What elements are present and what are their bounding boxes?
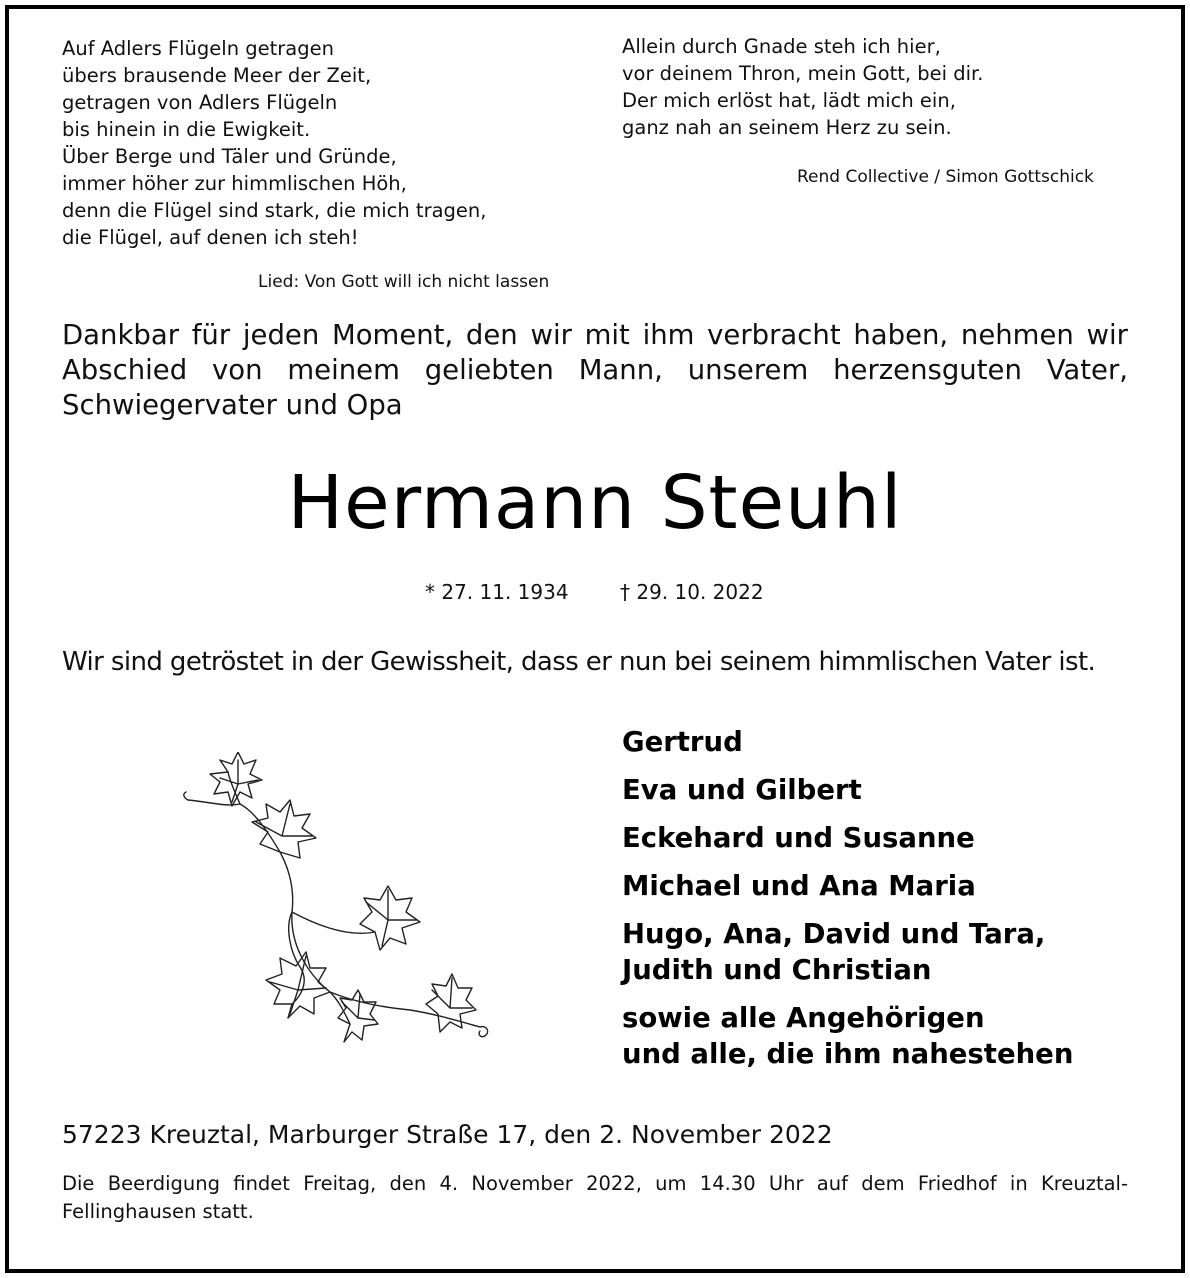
- poem-left: [62, 35, 486, 251]
- family-line: Gertrud: [622, 726, 743, 758]
- family-line: Eckehard und Susanne: [622, 822, 975, 854]
- birth-date: * 27. 11. 1934: [425, 580, 569, 604]
- family-line: Hugo, Ana, David und Tara,: [622, 918, 1046, 950]
- poem-line: ganz nah an seinem Herz zu sein.: [622, 116, 952, 139]
- poem-line: immer höher zur himmlischen Höh,: [62, 172, 407, 195]
- funeral-info: Die Beerdigung findet Freitag, den 4. November 2022, um 14.30 Uhr auf dem Friedhof in Kreuztal-Fellinghausen statt.: [62, 1172, 1128, 1223]
- family-group: [622, 916, 1073, 988]
- family-line: Eva und Gilbert: [622, 774, 862, 806]
- poem-line: Der mich erlöst hat, lädt mich ein,: [622, 89, 956, 112]
- poem-line: vor deinem Thron, mein Gott, bei dir.: [622, 62, 984, 85]
- poem-right: [622, 33, 983, 141]
- poem-right-credit: Rend Collective / Simon Gottschick: [797, 167, 1094, 187]
- family-group: [622, 1000, 1073, 1072]
- poem-left-credit: Lied: Von Gott will ich nicht lassen: [258, 272, 550, 292]
- poem-line: denn die Flügel sind stark, die mich tragen,: [62, 199, 487, 222]
- poem-line: Auf Adlers Flügeln getragen: [62, 37, 334, 60]
- ivy-illustration-icon: [180, 752, 500, 1062]
- comfort-text: Wir sind getröstet in der Gewissheit, dass er nun bei seinem himmlischen Vater ist.: [62, 647, 1096, 677]
- family-signatures: [622, 724, 1073, 1084]
- intro-text: Dankbar für jeden Moment, den wir mit ihm verbracht haben, nehmen wir Abschied von meinem geliebten Mann, unserem herzensguten Vater, Schwiegervater und Opa: [62, 319, 1128, 421]
- family-line: und alle, die ihm nahestehen: [622, 1038, 1074, 1070]
- family-line: sowie alle Angehörigen: [622, 1002, 985, 1034]
- deceased-name: Hermann Steuhl: [287, 460, 903, 546]
- poem-line: Über Berge und Täler und Gründe,: [62, 145, 397, 168]
- poem-line: übers brausende Meer der Zeit,: [62, 64, 372, 87]
- poem-line: getragen von Adlers Flügeln: [62, 91, 338, 114]
- family-line: Judith und Christian: [622, 954, 932, 986]
- family-line: Michael und Ana Maria: [622, 870, 976, 902]
- poem-line: bis hinein in die Ewigkeit.: [62, 118, 311, 141]
- poem-line: Allein durch Gnade steh ich hier,: [622, 35, 941, 58]
- address-line: 57223 Kreuztal, Marburger Straße 17, den 2. November 2022: [62, 1120, 833, 1149]
- death-date: † 29. 10. 2022: [620, 580, 764, 604]
- poem-line: die Flügel, auf denen ich steh!: [62, 226, 359, 249]
